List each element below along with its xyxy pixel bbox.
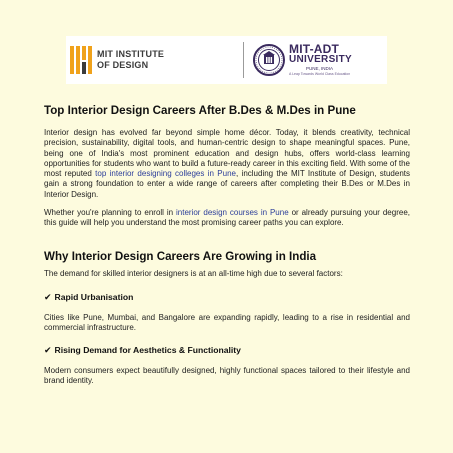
mit-adt-seal-icon [253,44,285,76]
intro-text-after: , including the MIT Institute of Design, students gain a strong foundation to enter a wide range of careers after completing their B.Des or M.Des in Interior Design. [44,169,411,199]
article-title: Top Interior Design Careers After B.Des & M.Des in Pune [44,104,356,117]
factor-text-urbanisation: Cities like Pune, Mumbai, and Bangalore are expanding rapidly, leading to a rise in residential and commercial infrastructure. [44,313,410,333]
check-icon: ✔ [44,292,52,302]
factor-text-aesthetics: Modern consumers expect beautifully designed, highly functional spaces tailored to their lifestyle and brand identity. [44,366,410,386]
courses-link[interactable]: interior design courses in Pune [176,208,289,217]
mit-adt-tagline: A Leap Towards World Class Education [289,72,351,76]
section-intro: The demand for skilled interior designers is at an all-time high due to several factors: [44,269,343,278]
mit-logo-line1: MIT INSTITUTE [97,49,165,59]
intro-text-before: Interior design has evolved far beyond simple home décor. Today, it blends creativity, technical precision, sustainability, digital tools, and human-centric design to shape meaningful spaces. Pune, being one of India's most prominent education and design hubs, offers world-class learning opportunities for students who want to build a future-ready career in this exciting field. With some of the most reputed [44,128,410,179]
mit-adt-university: UNIVERSITY [289,54,353,65]
second-paragraph [44,208,410,229]
mit-logo-text [97,49,207,71]
second-text-before: Whether you're planning to enroll in [44,208,177,217]
factor-title: Rapid Urbanisation [54,292,134,302]
mit-adt-city: PUNE, INDIA [306,66,334,71]
colleges-link[interactable]: top interior designing colleges in Pune [95,169,236,179]
mit-bars-icon [70,46,92,74]
second-text-after: or already pursuing your degree, this guide will help you understand the most promising career paths you can explore. [44,208,410,228]
check-icon: ✔ [44,345,52,355]
logo-banner [66,36,387,84]
section-heading: Why Interior Design Careers Are Growing in India [44,250,317,263]
factor-title: Rising Demand for Aesthetics & Functionality [54,345,241,355]
logo-divider [243,42,244,78]
factor-heading-aesthetics [44,345,241,356]
factor-heading-urbanisation [44,292,133,303]
mit-adt-name: MIT-ADT [289,42,340,56]
mit-logo-line2: OF DESIGN [97,60,149,70]
intro-paragraph [44,128,410,200]
